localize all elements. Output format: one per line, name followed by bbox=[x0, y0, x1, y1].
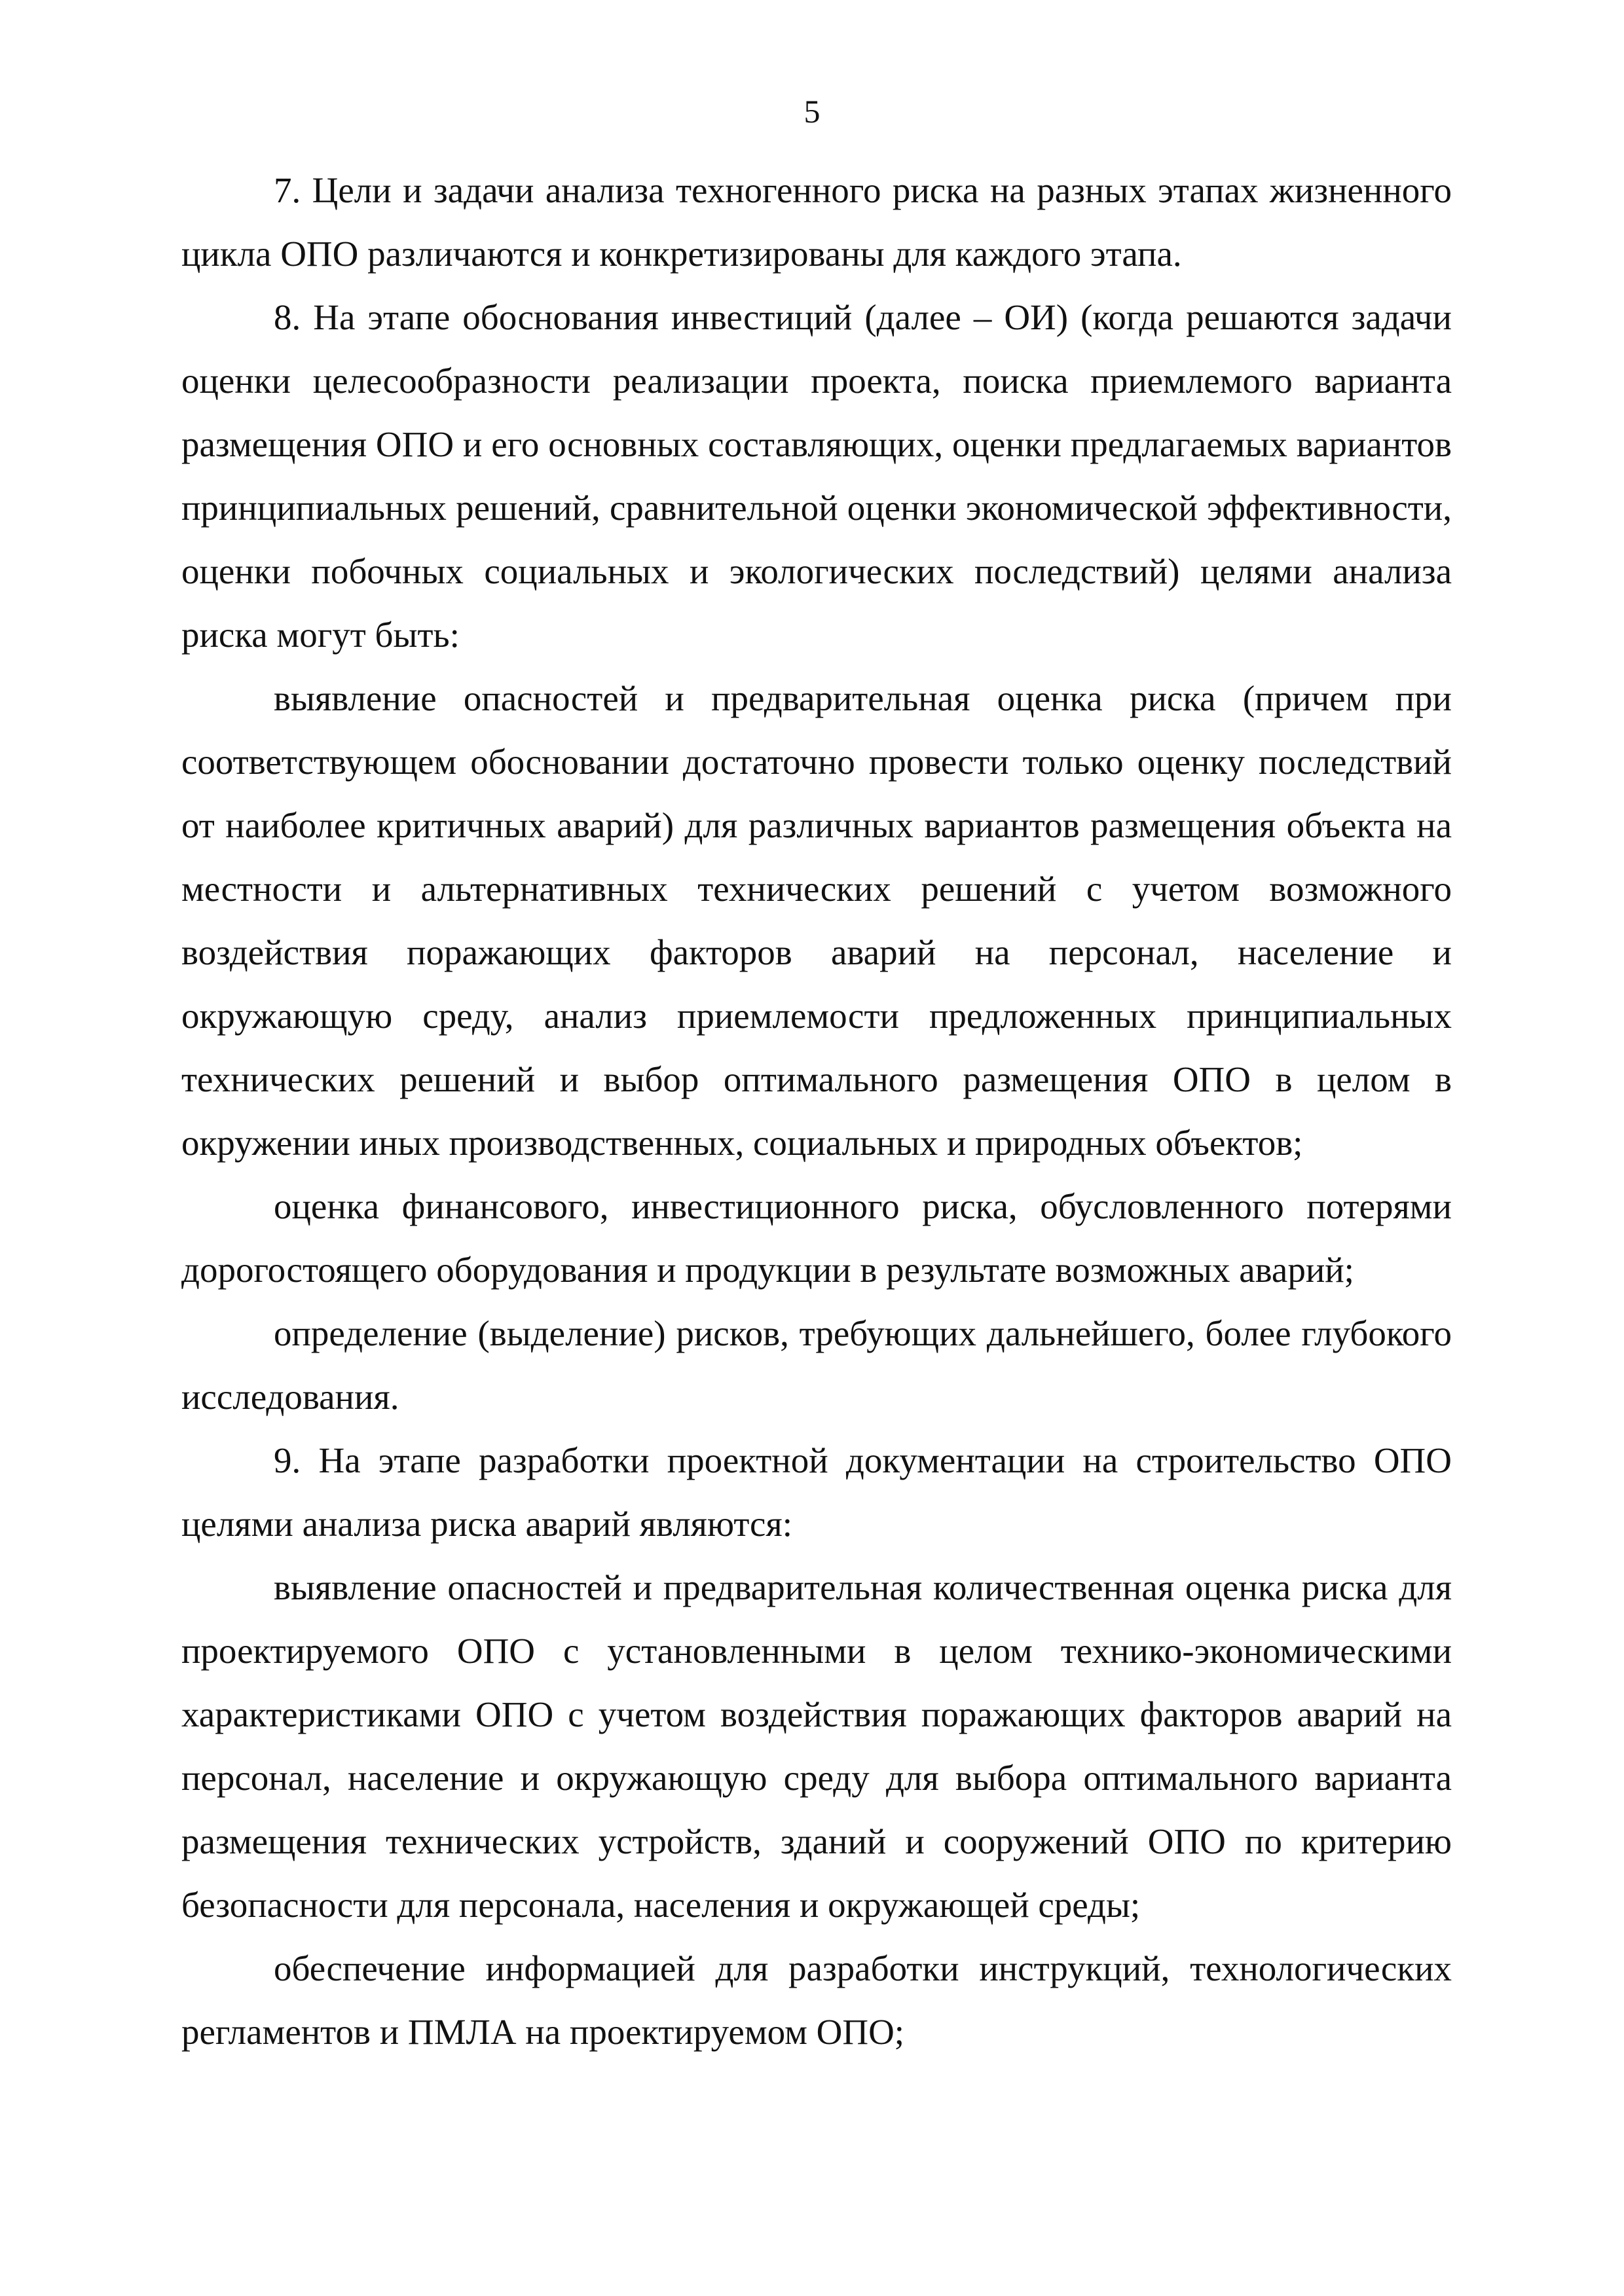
paragraph-quantitative-assessment: выявление опасностей и предварительная количественная оценка риска для проектируемого ОПО с установленными в целом технико-экономическими характеристиками ОПО с учетом воздействия поражающих факторов аварий на персонал, население и окружающую среду для выбора оптимального варианта размещения технических устройств, зданий и сооружений ОПО по критерию безопасности для персонала, населения и окружающей среды; bbox=[181, 1567, 1452, 1925]
document-body bbox=[181, 158, 1452, 2064]
paragraph-information-support: обеспечение информацией для разработки инструкций, технологических регламентов и ПМЛА на проектируемом ОПО; bbox=[181, 1948, 1452, 2052]
paragraph-risk-determination: определение (выделение) рисков, требующих дальнейшего, более глубокого исследования. bbox=[181, 1313, 1452, 1417]
page-number: 5 bbox=[803, 93, 821, 130]
paragraph-7-goals: 7. Цели и задачи анализа техногенного риска на разных этапах жизненного цикла ОПО различаются и конкретизированы для каждого этапа. bbox=[181, 170, 1452, 274]
paragraph-8-investment-stage: 8. На этапе обоснования инвестиций (далее – ОИ) (когда решаются задачи оценки целесообразности реализации проекта, поиска приемлемого варианта размещения ОПО и его основных составляющих, оценки предлагаемых вариантов принципиальных решений, сравнительной оценки экономической эффективности, оценки побочных социальных и экологических последствий) целями анализа риска могут быть: bbox=[181, 297, 1452, 655]
paragraph-financial-risk: оценка финансового, инвестиционного риска, обусловленного потерями дорогостоящего оборудования и продукции в результате возможных аварий; bbox=[181, 1186, 1452, 1290]
paragraph-9-design-stage: 9. На этапе разработки проектной документации на строительство ОПО целями анализа риска аварий являются: bbox=[181, 1440, 1452, 1544]
paragraph-hazard-identification: выявление опасностей и предварительная оценка риска (причем при соответствующем обосновании достаточно провести только оценку последствий от наиболее критичных аварий) для различных вариантов размещения объекта на местности и альтернативных технических решений с учетом возможного воздействия поражающих факторов аварий на персонал, население и окружающую среду, анализ приемлемости предложенных принципиальных технических решений и выбор оптимального размещения ОПО в целом в окружении иных производственных, социальных и природных объектов; bbox=[181, 678, 1452, 1163]
